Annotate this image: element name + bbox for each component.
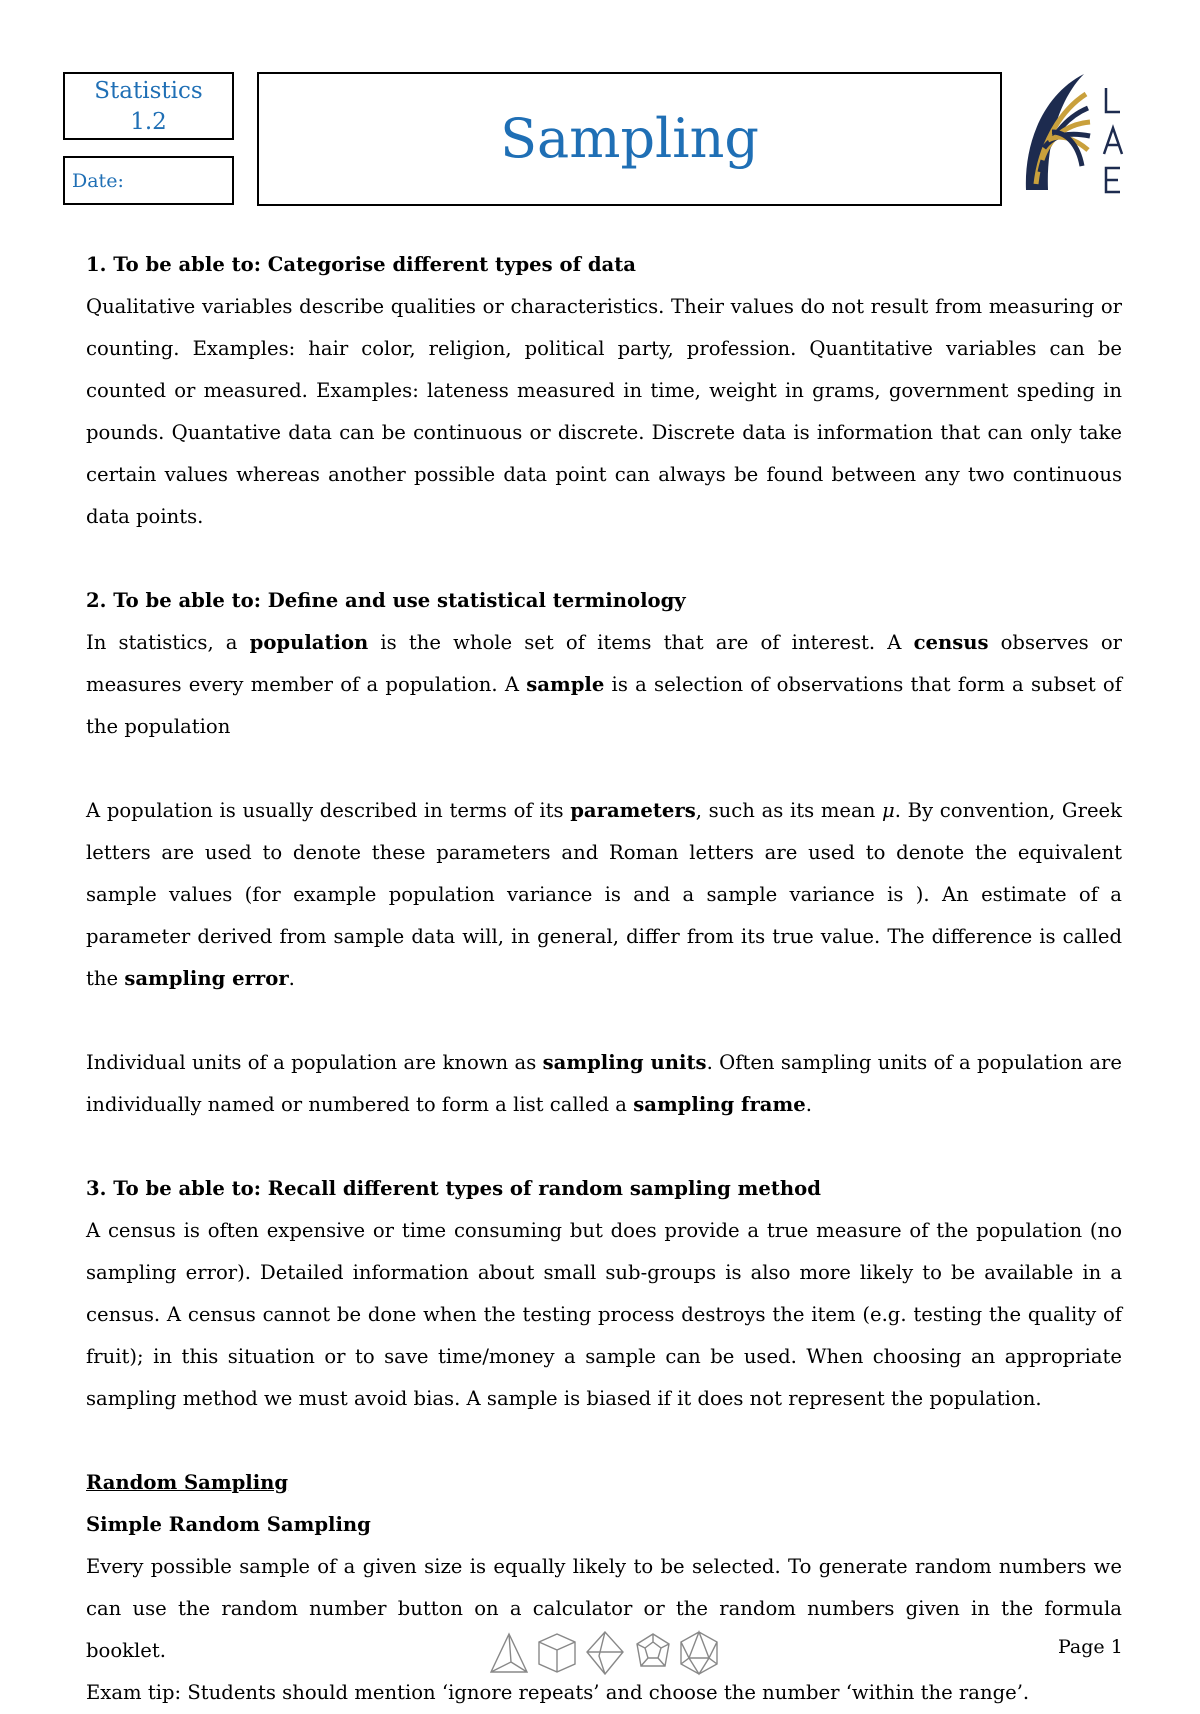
- topic-line-2: 1.2: [130, 109, 167, 135]
- term-census: census: [913, 631, 989, 654]
- section-3-body: A census is often expensive or time consuming but does provide a true measure of the population (no sampling error). Detailed information about small sub-groups is also more likely to be available in a census. A census cannot be done when the testing process destroys the item (e.g. testing the quality of fruit); in this situation or to save time/money a sample can be used. When choosing an appropriate sampling method we must avoid bias. A sample is biased if it does not represent the population.: [86, 1219, 1122, 1410]
- section-2-paragraph-2: A population is usually described in terms of its parameters, such as its mean μ. By convention, Greek letters are used to denote these parameters and Roman letters are used to denote the equivalent sample values (for example population variance is and a sample variance is ). An estimate of a parameter derived from sample data will, in general, differ from its true value. The difference is called the sampling error.: [86, 799, 1123, 990]
- term-population: population: [249, 631, 369, 654]
- document-body: [86, 244, 1122, 1714]
- footer-polyhedra-icons: [487, 1628, 727, 1678]
- cube-icon: [539, 1634, 575, 1672]
- date-box: [63, 156, 234, 205]
- mu-symbol: μ: [882, 799, 895, 822]
- page-title-box: [257, 72, 1002, 206]
- section-2-heading: 2. To be able to: Define and use statistical terminology: [86, 589, 686, 612]
- section-2-paragraph-3: Individual units of a population are known as sampling units. Often sampling units of a population are individually named or numbered to form a list called a sampling frame.: [86, 1051, 1122, 1116]
- section-2-paragraph-1: In statistics, a population is the whole set of items that are of interest. A census observes or measures every member of a population. A sample is a selection of observations that form a subset of the population: [86, 631, 1123, 738]
- date-label: Date:: [72, 170, 124, 192]
- simple-random-sampling-heading: Simple Random Sampling: [86, 1513, 371, 1536]
- page-title: Sampling: [500, 107, 759, 170]
- exam-tip: Exam tip: Students should mention ‘ignore repeats’ and choose the number ‘within the range’.: [86, 1681, 1030, 1704]
- section-1-body: Qualitative variables describe qualities or characteristics. Their values do not result from measuring or counting. Examples: hair color, religion, political party, profession. Quantitative variables can be counted or measured. Examples: lateness measured in time, weight in grams, government speding in pounds. Quantative data can be continuous or discrete. Discrete data is information that can only take certain values whereas another possible data point can always be found between any two continuous data points.: [86, 295, 1122, 528]
- topic-line-1: Statistics: [94, 78, 203, 104]
- tetrahedron-icon: [491, 1634, 527, 1672]
- simple-random-sampling-body: Every possible sample of a given size is equally likely to be selected. To generate random numbers we can use the random number button on a calculator or the random numbers given in the formula booklet.: [86, 1555, 1122, 1662]
- logo-emblem-icon: [1026, 74, 1090, 190]
- term-sampling-error: sampling error: [124, 967, 289, 990]
- octahedron-icon: [587, 1632, 623, 1674]
- topic-box: [63, 72, 234, 140]
- random-sampling-heading: Random Sampling: [86, 1471, 289, 1494]
- page-number: Page 1: [1058, 1636, 1123, 1658]
- term-sample: sample: [526, 673, 605, 696]
- icosahedron-icon: [681, 1632, 717, 1674]
- section-1-heading: 1. To be able to: Categorise different types of data: [86, 253, 636, 276]
- term-parameters: parameters: [570, 799, 696, 822]
- lae-logo: [1020, 72, 1130, 202]
- dodecahedron-icon: [637, 1634, 669, 1666]
- term-sampling-units: sampling units: [542, 1051, 707, 1074]
- term-sampling-frame: sampling frame: [633, 1093, 806, 1116]
- logo-letters-icon: [1104, 88, 1122, 192]
- section-3-heading: 3. To be able to: Recall different types of random sampling method: [86, 1177, 821, 1200]
